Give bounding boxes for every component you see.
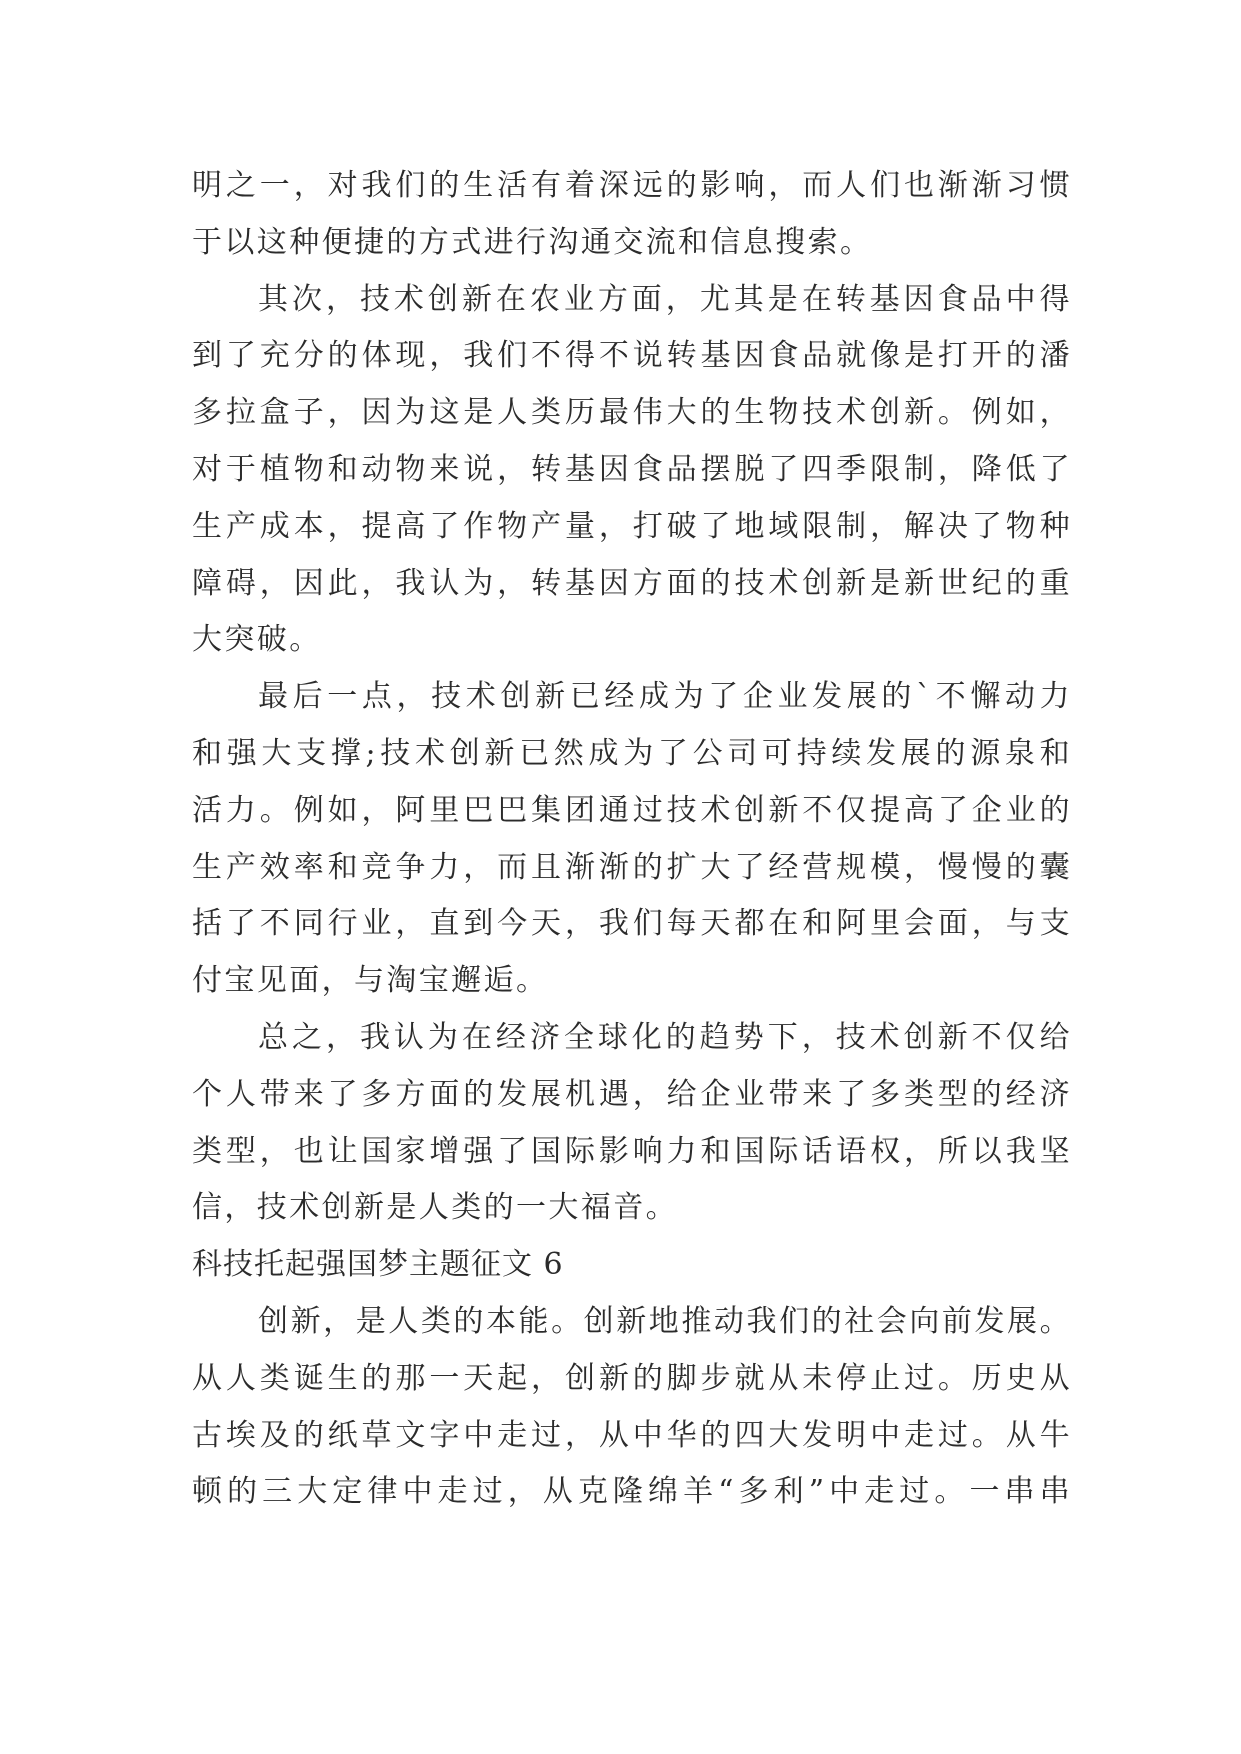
text-line: 到了充分的体现，我们不得不说转基因食品就像是打开的潘: [192, 338, 1072, 374]
paragraph: [192, 158, 1072, 272]
text-line: 信，技术创新是人类的一大福音。: [192, 1190, 678, 1226]
text-line: 个人带来了多方面的发展机遇，给企业带来了多类型的经济: [192, 1076, 1072, 1112]
text-line: 最后一点，技术创新已经成为了企业发展的`不懈动力: [258, 679, 1072, 715]
text-line: 古埃及的纸草文字中走过，从中华的四大发明中走过。从牛: [192, 1417, 1072, 1453]
text-line: 于以这种便捷的方式进行沟通交流和信息搜索。: [192, 224, 873, 260]
text-line: 活力。例如，阿里巴巴集团通过技术创新不仅提高了企业的: [192, 792, 1072, 828]
text-line: 障碍，因此，我认为，转基因方面的技术创新是新世纪的重: [192, 565, 1072, 601]
text-line: 其次，技术创新在农业方面，尤其是在转基因食品中得: [258, 281, 1072, 317]
text-line: 明之一，对我们的生活有着深远的影响，而人们也渐渐习惯: [192, 168, 1072, 203]
paragraph: [192, 1010, 1072, 1237]
text-line: 多拉盒子，因为这是人类历最伟大的生物技术创新。例如，: [192, 395, 1072, 431]
paragraph: [192, 272, 1072, 670]
text-line: 对于植物和动物来说，转基因食品摆脱了四季限制，降低了: [192, 451, 1072, 487]
text-line: 顿的三大定律中走过，从克隆绵羊“多利”中走过。一串串: [192, 1474, 1072, 1510]
text-line: 生产效率和竞争力，而且渐渐的扩大了经营规模，慢慢的囊: [192, 849, 1072, 885]
text-line: 大突破。: [192, 622, 322, 658]
text-line: 付宝见面，与淘宝邂逅。: [192, 963, 549, 999]
text-line: 类型，也让国家增强了国际影响力和国际话语权，所以我坚: [192, 1133, 1072, 1169]
text-line: 生产成本，提高了作物产量，打破了地域限制，解决了物种: [192, 508, 1072, 544]
text-line: 创新，是人类的本能。创新地推动我们的社会向前发展。: [258, 1303, 1072, 1339]
text-line: 和强大支撑;技术创新已然成为了公司可持续发展的源泉和: [192, 735, 1072, 771]
section-heading: 科技托起强国梦主题征文 6: [192, 1247, 564, 1283]
paragraph: [192, 1294, 1072, 1521]
text-line: 括了不同行业，直到今天，我们每天都在和阿里会面，与支: [192, 906, 1072, 942]
paragraph: [192, 669, 1072, 1010]
document-body: [192, 158, 1072, 1521]
text-line: 总之，我认为在经济全球化的趋势下，技术创新不仅给: [258, 1019, 1072, 1055]
text-line: 从人类诞生的那一天起，创新的脚步就从未停止过。历史从: [192, 1360, 1072, 1396]
